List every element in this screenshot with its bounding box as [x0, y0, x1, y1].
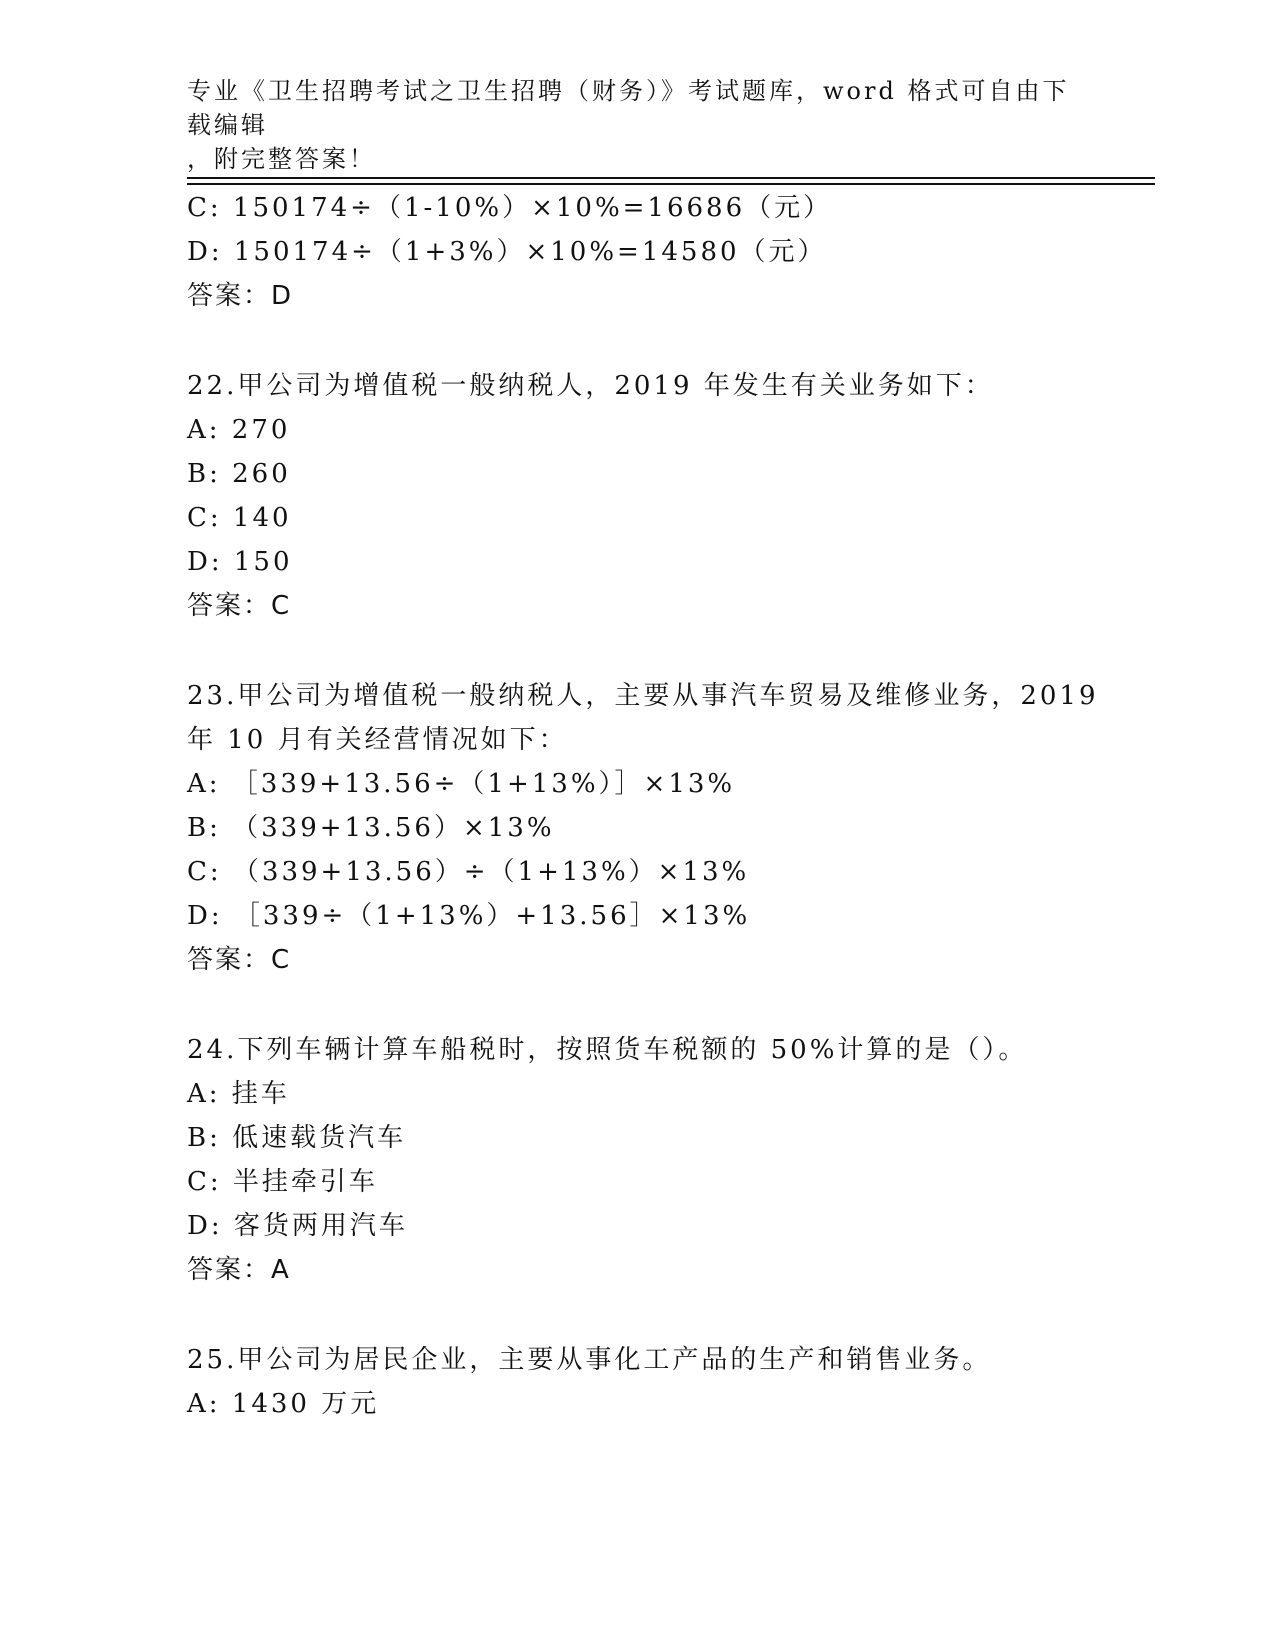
- header-divider-bottom: [187, 183, 1155, 185]
- q22-option-d: D: 150: [187, 547, 293, 577]
- q22-answer: 答案：C: [187, 591, 292, 621]
- q24-option-d: D: 客货两用汽车: [187, 1211, 408, 1241]
- q25-question: 25.甲公司为居民企业，主要从事化工产品的生产和销售业务。: [187, 1345, 992, 1375]
- q22-option-a: A: 270: [187, 415, 291, 445]
- q21-option-c: C: 150174÷（1-10%）×10%=16686（元）: [187, 193, 833, 223]
- q25-option-a: A: 1430 万元: [187, 1389, 380, 1419]
- q23-option-a: A: ［339+13.56÷（1+13%）］×13%: [187, 769, 736, 799]
- q21-answer: 答案：D: [187, 281, 294, 311]
- q23-question-line-2: 年 10 月有关经营情况如下：: [187, 725, 568, 755]
- q22-option-b: B: 260: [187, 459, 291, 489]
- q22-question: 22.甲公司为增值税一般纳税人，2019 年发生有关业务如下：: [187, 371, 994, 401]
- header-title-line-2: ，附完整答案！: [187, 145, 376, 173]
- q21-option-d: D: 150174÷（1+3%）×10%=14580（元）: [187, 237, 827, 267]
- q22-option-c: C: 140: [187, 503, 292, 533]
- q23-answer: 答案：C: [187, 945, 292, 975]
- header-title-line-1: 专业《卫生招聘考试之卫生招聘（财务）》考试题库，word 格式可自由下载编辑: [187, 77, 1070, 139]
- q24-answer: 答案：A: [187, 1255, 291, 1285]
- q24-question: 24.下列车辆计算车船税时，按照货车税额的 50%计算的是（）。: [187, 1035, 1028, 1065]
- q24-option-a: A: 挂车: [187, 1079, 290, 1109]
- q24-option-b: B: 低速载货汽车: [187, 1123, 407, 1153]
- q23-option-d: D: ［339÷（1+13%）+13.56］×13%: [187, 901, 751, 931]
- q24-option-c: C: 半挂牵引车: [187, 1167, 378, 1197]
- header-divider-top: [187, 177, 1155, 179]
- q23-question-line-1: 23.甲公司为增值税一般纳税人，主要从事汽车贸易及维修业务，2019: [187, 681, 1099, 711]
- document-header: [187, 74, 1087, 176]
- q23-option-b: B: （339+13.56）×13%: [187, 813, 555, 843]
- q23-option-c: C: （339+13.56）÷（1+13%）×13%: [187, 857, 750, 887]
